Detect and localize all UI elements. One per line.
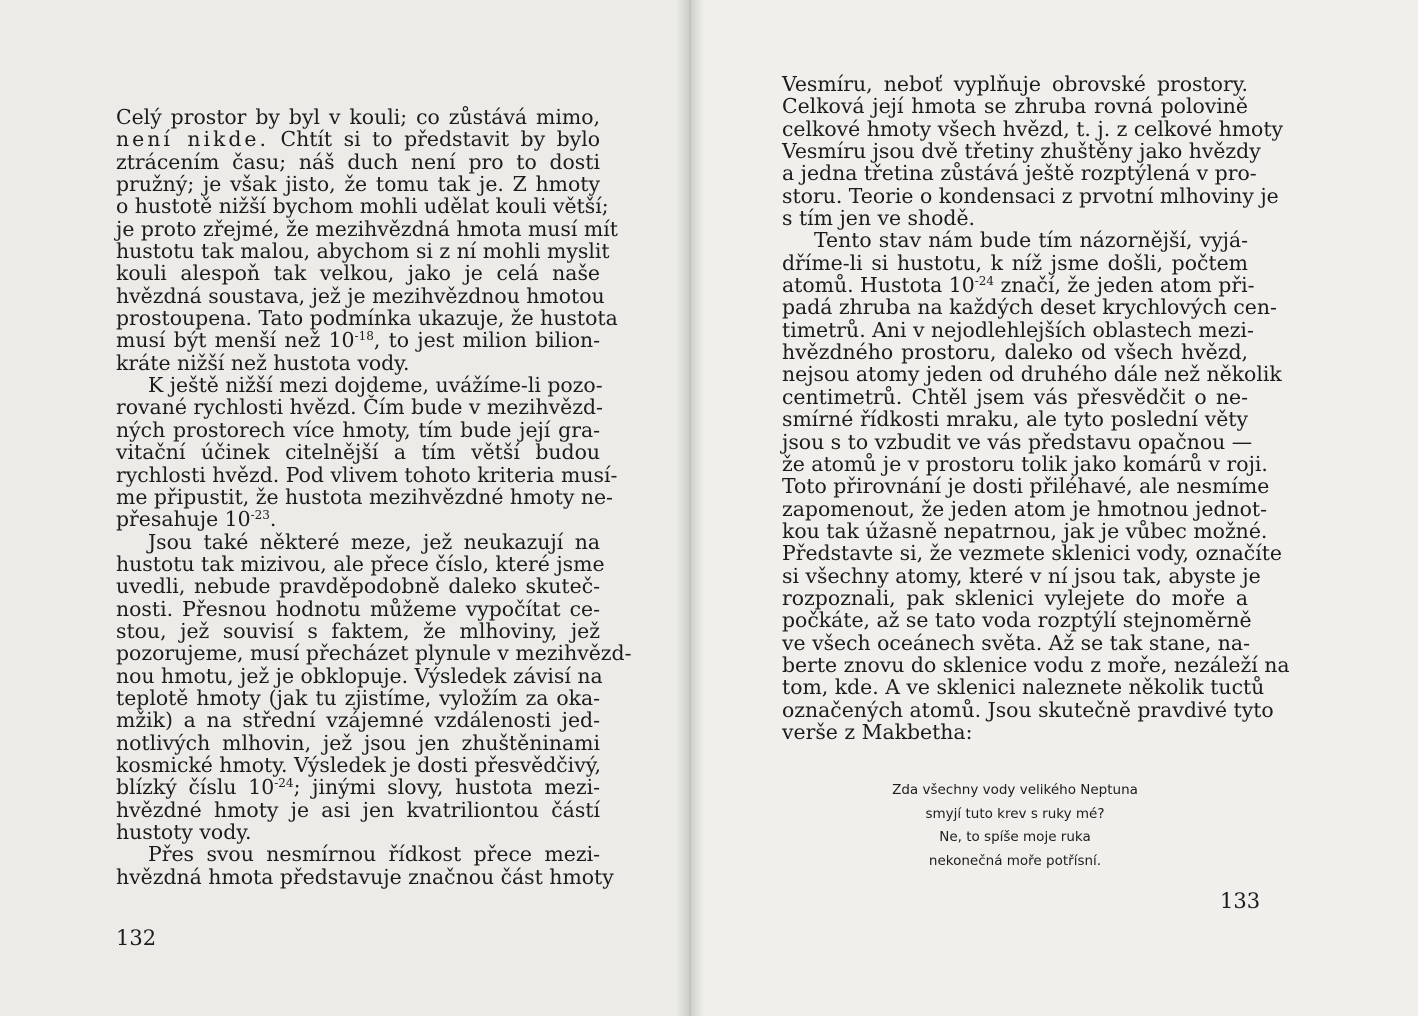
right-page-number: 133 <box>1220 889 1261 913</box>
text-line: me připustit, že hustota mezihvězdné hmoty ne- <box>116 484 613 509</box>
text-line: atomů. Hustota $10^{-24}$ značí, že jeden atom při- <box>782 273 1255 298</box>
text-line: tom, kde. A ve sklenici naleznete několik tuctů <box>782 675 1265 700</box>
text-line: rované rychlosti hvězd. Čím bude v mezihvězd- <box>116 395 603 420</box>
text-line: rychlosti hvězd. Pod vlivem tohoto kriteria musí- <box>116 462 618 487</box>
left-page-number: 132 <box>116 926 157 950</box>
exponent: -18 <box>354 329 374 344</box>
text-line: timetrů. Ani v nejodlehlejších oblastech mezi- <box>782 317 1254 342</box>
text-line: počkáte, až se tato voda rozptýlí stejnoměrně <box>782 608 1252 633</box>
text-line: Tento stav nám bude tím názornější, vyjá- <box>814 228 1248 253</box>
text-line: nosti. Přesnou hodnotu můžeme vypočítat ce- <box>116 596 600 621</box>
exponent: -24 <box>274 776 294 791</box>
text-line: K ještě nižší mezi dojdeme, uvážíme-li pozo- <box>148 373 603 398</box>
text-line: kou tak úžasně nepatrnou, jak je vůbec možné. <box>782 518 1268 543</box>
text-line: mžik) a na střední vzájemné vzdálenosti jed- <box>116 708 600 733</box>
verse-line: Zda všechny vody velikého Neptuna <box>892 782 1138 798</box>
text-line: nejsou atomy jeden od druhého dále než několik <box>782 362 1282 387</box>
text-line: centimetrů. Chtěl jsem vás přesvědčit o ne- <box>782 384 1248 409</box>
right-page <box>690 0 1418 1016</box>
text-line: ztrácením času; náš duch není pro to dosti <box>116 149 600 174</box>
text-line: blízký číslu $10^{-24}$; jinými slovy, hustota mezi- <box>116 775 600 800</box>
text-line: kouli alespoň tak velkou, jako je celá naše <box>116 261 600 286</box>
text-line: rozpoznali, pak sklenici vylejete do moře a <box>782 585 1248 610</box>
text-line: hvězdná soustava, jež je mezihvězdnou hmotou <box>116 283 605 308</box>
exponent: -23 <box>250 508 270 523</box>
text-line: hvězdná hmota představuje značnou část hmoty <box>116 864 614 889</box>
text-line: vitační účinek citelnější a tím větší budou <box>116 440 600 465</box>
text-line: Celková její hmota se zhruba rovná polovině <box>782 94 1248 119</box>
text-line: hvězdného prostoru, daleko od všech hvězd, <box>782 340 1248 365</box>
text-line: že atomů je v prostoru tolik jako komárů v roji. <box>782 451 1268 476</box>
text-line: s tím jen ve shodě. <box>782 206 976 231</box>
text-line: a jedna třetina zůstává ještě rozptýlená v pro- <box>782 161 1257 186</box>
text-line: teplotě hmoty (jak tu zjistíme, vyložím za oka- <box>116 685 600 710</box>
text-line: kosmické hmoty. Výsledek je dosti přesvědčivý, <box>116 752 602 777</box>
text-line: uvedli, nebude pravděpodobně daleko skuteč- <box>116 574 600 599</box>
text-line: hustoty vody. <box>116 820 252 844</box>
text-line: berte znovu do sklenice vodu z moře, nezáleží na <box>782 652 1290 677</box>
text-line: hustotu tak mizivou, ale přece číslo, které jsme <box>116 551 605 576</box>
text-line: verše z Makbetha: <box>782 719 973 744</box>
text-line: nou hmotu, jež je obklopuje. Výsledek závisí na <box>116 663 603 688</box>
text-line: Vesmíru, neboť vyplňuje obrovské prostory. <box>782 72 1248 96</box>
text-line: musí být menší než $10^{-18}$, to jest milion bilion- <box>116 328 601 353</box>
text-line: Jsou také některé meze, jež neukazují na <box>148 529 600 554</box>
text-line: notlivých mlhovin, jež jsou jen zhuštěninami <box>116 730 600 755</box>
right-page-text <box>782 72 1290 744</box>
verse-line: nekonečná moře potřísní. <box>928 852 1102 869</box>
text-line: kráte nižší než hustota vody. <box>116 350 410 375</box>
text-line: smírné řídkosti mraku, ale tyto poslední věty <box>782 407 1248 432</box>
text-line: dříme-li si hustotu, k níž jsme došli, počtem <box>782 250 1248 275</box>
text-line: je proto zřejmé, že mezihvězdná hmota musí mít <box>116 216 618 241</box>
text-line: není nikde. Chtít si to představit by bylo <box>116 127 600 152</box>
text-line: jsou s to vzbudit ve vás představu opačnou — <box>782 429 1253 454</box>
book-gutter <box>676 0 704 1016</box>
text-line: stou, jež souvisí s faktem, že mlhoviny, jež <box>116 618 600 643</box>
text-line: pozorujeme, musí přecházet plynule v mezihvězd- <box>116 641 632 666</box>
text-line: Přes svou nesmírnou řídkost přece mezi- <box>148 842 600 867</box>
text-line: prostoupena. Tato podmínka ukazuje, že hustota <box>116 306 618 331</box>
text-line: padá zhruba na každých deset krychlových cen- <box>782 295 1277 320</box>
text-line: ných prostorech více hmoty, tím bude její gra- <box>116 417 600 442</box>
text-line: storu. Teorie o kondensaci z prvotní mlhoviny je <box>782 183 1279 208</box>
left-page <box>0 0 690 1016</box>
text-line: hustotu tak malou, abychom si z ní mohli myslit <box>116 239 610 264</box>
verse-quote <box>840 779 1190 873</box>
text-line: celkové hmoty všech hvězd, t. j. z celkové hmoty <box>782 116 1284 141</box>
verse-line: smyjí tuto krev s ruky mé? <box>925 805 1105 822</box>
text-line: pružný; je však jisto, že tomu tak je. Z hmoty <box>116 172 600 197</box>
text-line: Představte si, že vezmete sklenici vody, označíte <box>782 541 1282 566</box>
text-line: si všechny atomy, které v ní jsou tak, abyste je <box>782 563 1261 588</box>
text-line: o hustotě nižší bychom mohli udělat kouli větší; <box>116 194 609 219</box>
text-line: Vesmíru jsou dvě třetiny zhuštěny jako hvězdy <box>782 139 1261 164</box>
spaced-emphasis: není nikde. <box>116 127 269 152</box>
exponent: -24 <box>974 274 995 289</box>
text-line: označených atomů. Jsou skutečně pravdivé tyto <box>782 697 1274 722</box>
text-line: Toto přirovnání je dosti přiléhavé, ale nesmíme <box>782 474 1270 499</box>
text-line: ve všech oceánech světa. Až se tak stane, na- <box>782 630 1250 655</box>
verse-line: Ne, to spíše moje ruka <box>939 829 1091 845</box>
text-line: Celý prostor by byl v kouli; co zůstává mimo, <box>116 105 600 129</box>
text-line: zapomenout, že jeden atom je hmotnou jednot- <box>782 496 1267 521</box>
text-line: přesahuje $10^{-23}$. <box>116 507 277 532</box>
left-page-text <box>116 105 632 889</box>
text-line: hvězdné hmoty je asi jen kvatriliontou částí <box>116 797 600 822</box>
